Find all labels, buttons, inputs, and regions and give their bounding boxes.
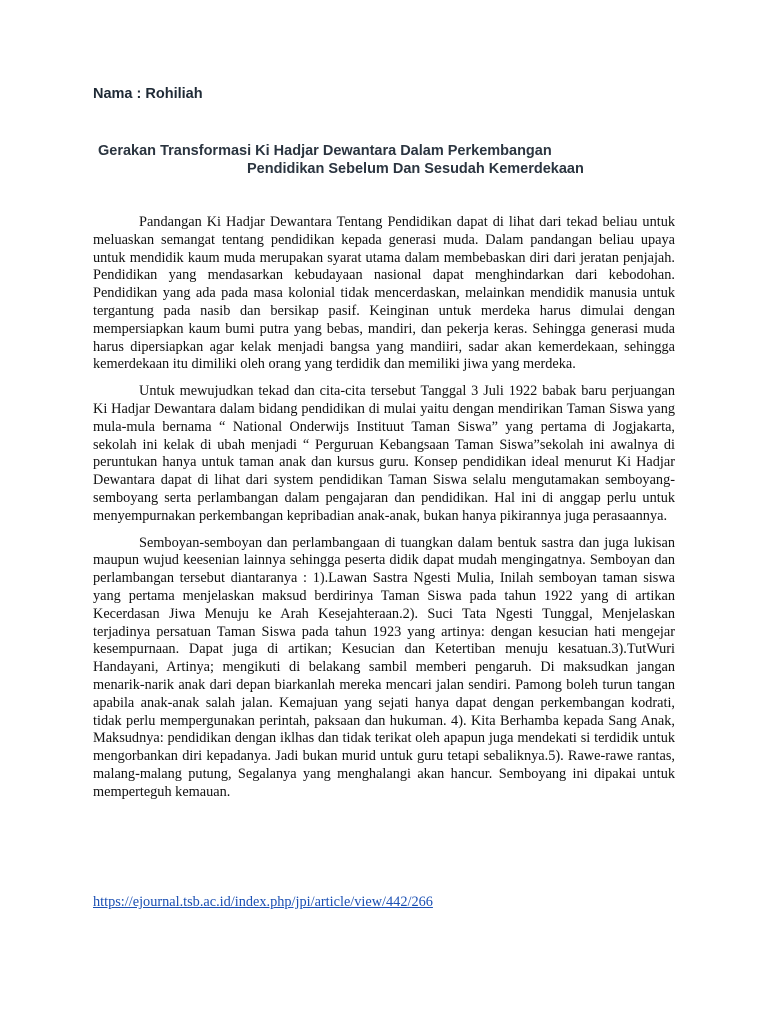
source-link[interactable]: https://ejournal.tsb.ac.id/index.php/jpi/article/view/442/266 — [93, 894, 433, 910]
title-line-2: Pendidikan Sebelum Dan Sesudah Kemerdekaan — [247, 161, 584, 177]
paragraph-1: Pandangan Ki Hadjar Dewantara Tentang Pendidikan dapat di lihat dari tekad beliau untuk meluaskan semangat tentang pendidikan kepada generasi muda. Dalam pandangan beliau upaya untuk mendidik kaum muda merupakan syarat utama dalam membebaskan diri dari jeratan penjajah. Pendidikan yang mendasarkan kebudayaan nasional dapat menghindarkan dari kebodohan. Pendidikan yang ada pada masa kolonial tidak mencerdaskan, melainkan mendidik manusia untuk tergantung pada nasib dan bersikap pasif. Keinginan untuk merdeka harus dimulai dengan mempersiapkan kaum bumi putra yang bebas, mandiri, dan pekerja keras. Sehingga generasi muda harus dipersiapkan agar kelak menjadi bangsa yang mandiiri, sadar akan kemerdekaan, sehingga kemerdekaan itu dimiliki oleh orang yang terdidik dan memiliki jiwa yang merdeka. — [93, 214, 675, 373]
paragraph-3: Semboyan-semboyan dan perlambangaan di tuangkan dalam bentuk sastra dan juga lukisan maupun wujud keesenian lainnya sehingga peserta didik dapat mudah mengingatnya. Semboyan dan perlambangan tersebut diantaranya : 1).Lawan Sastra Ngesti Mulia, Inilah semboyan taman siswa yang pertama menjelaskan maksud berdirinya Taman Siswa pada tahun 1922 yang di artikan Kecerdasan Jiwa Menuju ke Arah Kesejahteraan.2). Suci Tata Ngesti Tunggal, Menjelaskan terjadinya persatuan Taman Siswa pada tahun 1923 yang artinya: dengan kesucian hati mengejar kesempurnaan. Dapat juga di artikan; Kesucian dan Ketertiban menuju kesatuan.3).TutWuri Handayani, Artinya; mengikuti di belakang sambil memberi pengaruh. Di maksudkan jangan menarik-narik anak dari depan biarkanlah mereka mencari jalan sendiri. Pamong boleh turun tangan apabila anak-anak salah jalan. Kemajuan yang sejati hanya dapat dengan perkembangan kodrati, tidak perlu mempergunakan perintah, paksaan dan hukuman. 4). Kita Berhamba kepada Sang Anak, Maksudnya: pendidikan dengan iklhas dan tidak terikat oleh apapun juga mendekati si terdidik untuk mengorbankan diri kepadanya. Jadi bukan murid untuk guru tetapi sebaliknya.5). Rawe-rawe rantas, malang-malang putung, Segalanya yang menghalangi akan hancur. Semboyang ini dipakai untuk memperteguh kemauan. — [93, 534, 675, 800]
paragraph-2: Untuk mewujudkan tekad dan cita-cita tersebut Tanggal 3 Juli 1922 babak baru perjuangan Ki Hadjar Dewantara dalam bidang pendidikan di mulai yaitu dengan mendirikan Taman Siswa yang mula-mula bernama “ National Onderwijs Instituut Taman Siswa” yang pertama di Jogjakarta, sekolah ini kelak di ubah menjadi “ Perguruan Kebangsaan Taman Siswa”sekolah ini awalnya di peruntukan hanya untuk taman anak dan kursus guru. Konsep pendidikan ideal menurut Ki Hadjar Dewantara dapat di lihat dari system pendidikan Taman Siswa selalu mengutamakan semboyang-semboyang serta perlambangan dalam pengajaran dan pendidikan. Hal ini di anggap perlu untuk menyempurnakan perkembangan kepribadian anak-anak, bukan hanya pikirannya juga perasaannya. — [93, 383, 675, 524]
document-body — [93, 214, 675, 811]
author-name: Nama : Rohiliah — [93, 86, 203, 102]
document-title — [93, 142, 683, 178]
title-line-1: Gerakan Transformasi Ki Hadjar Dewantara Dalam Perkembangan — [98, 143, 552, 159]
